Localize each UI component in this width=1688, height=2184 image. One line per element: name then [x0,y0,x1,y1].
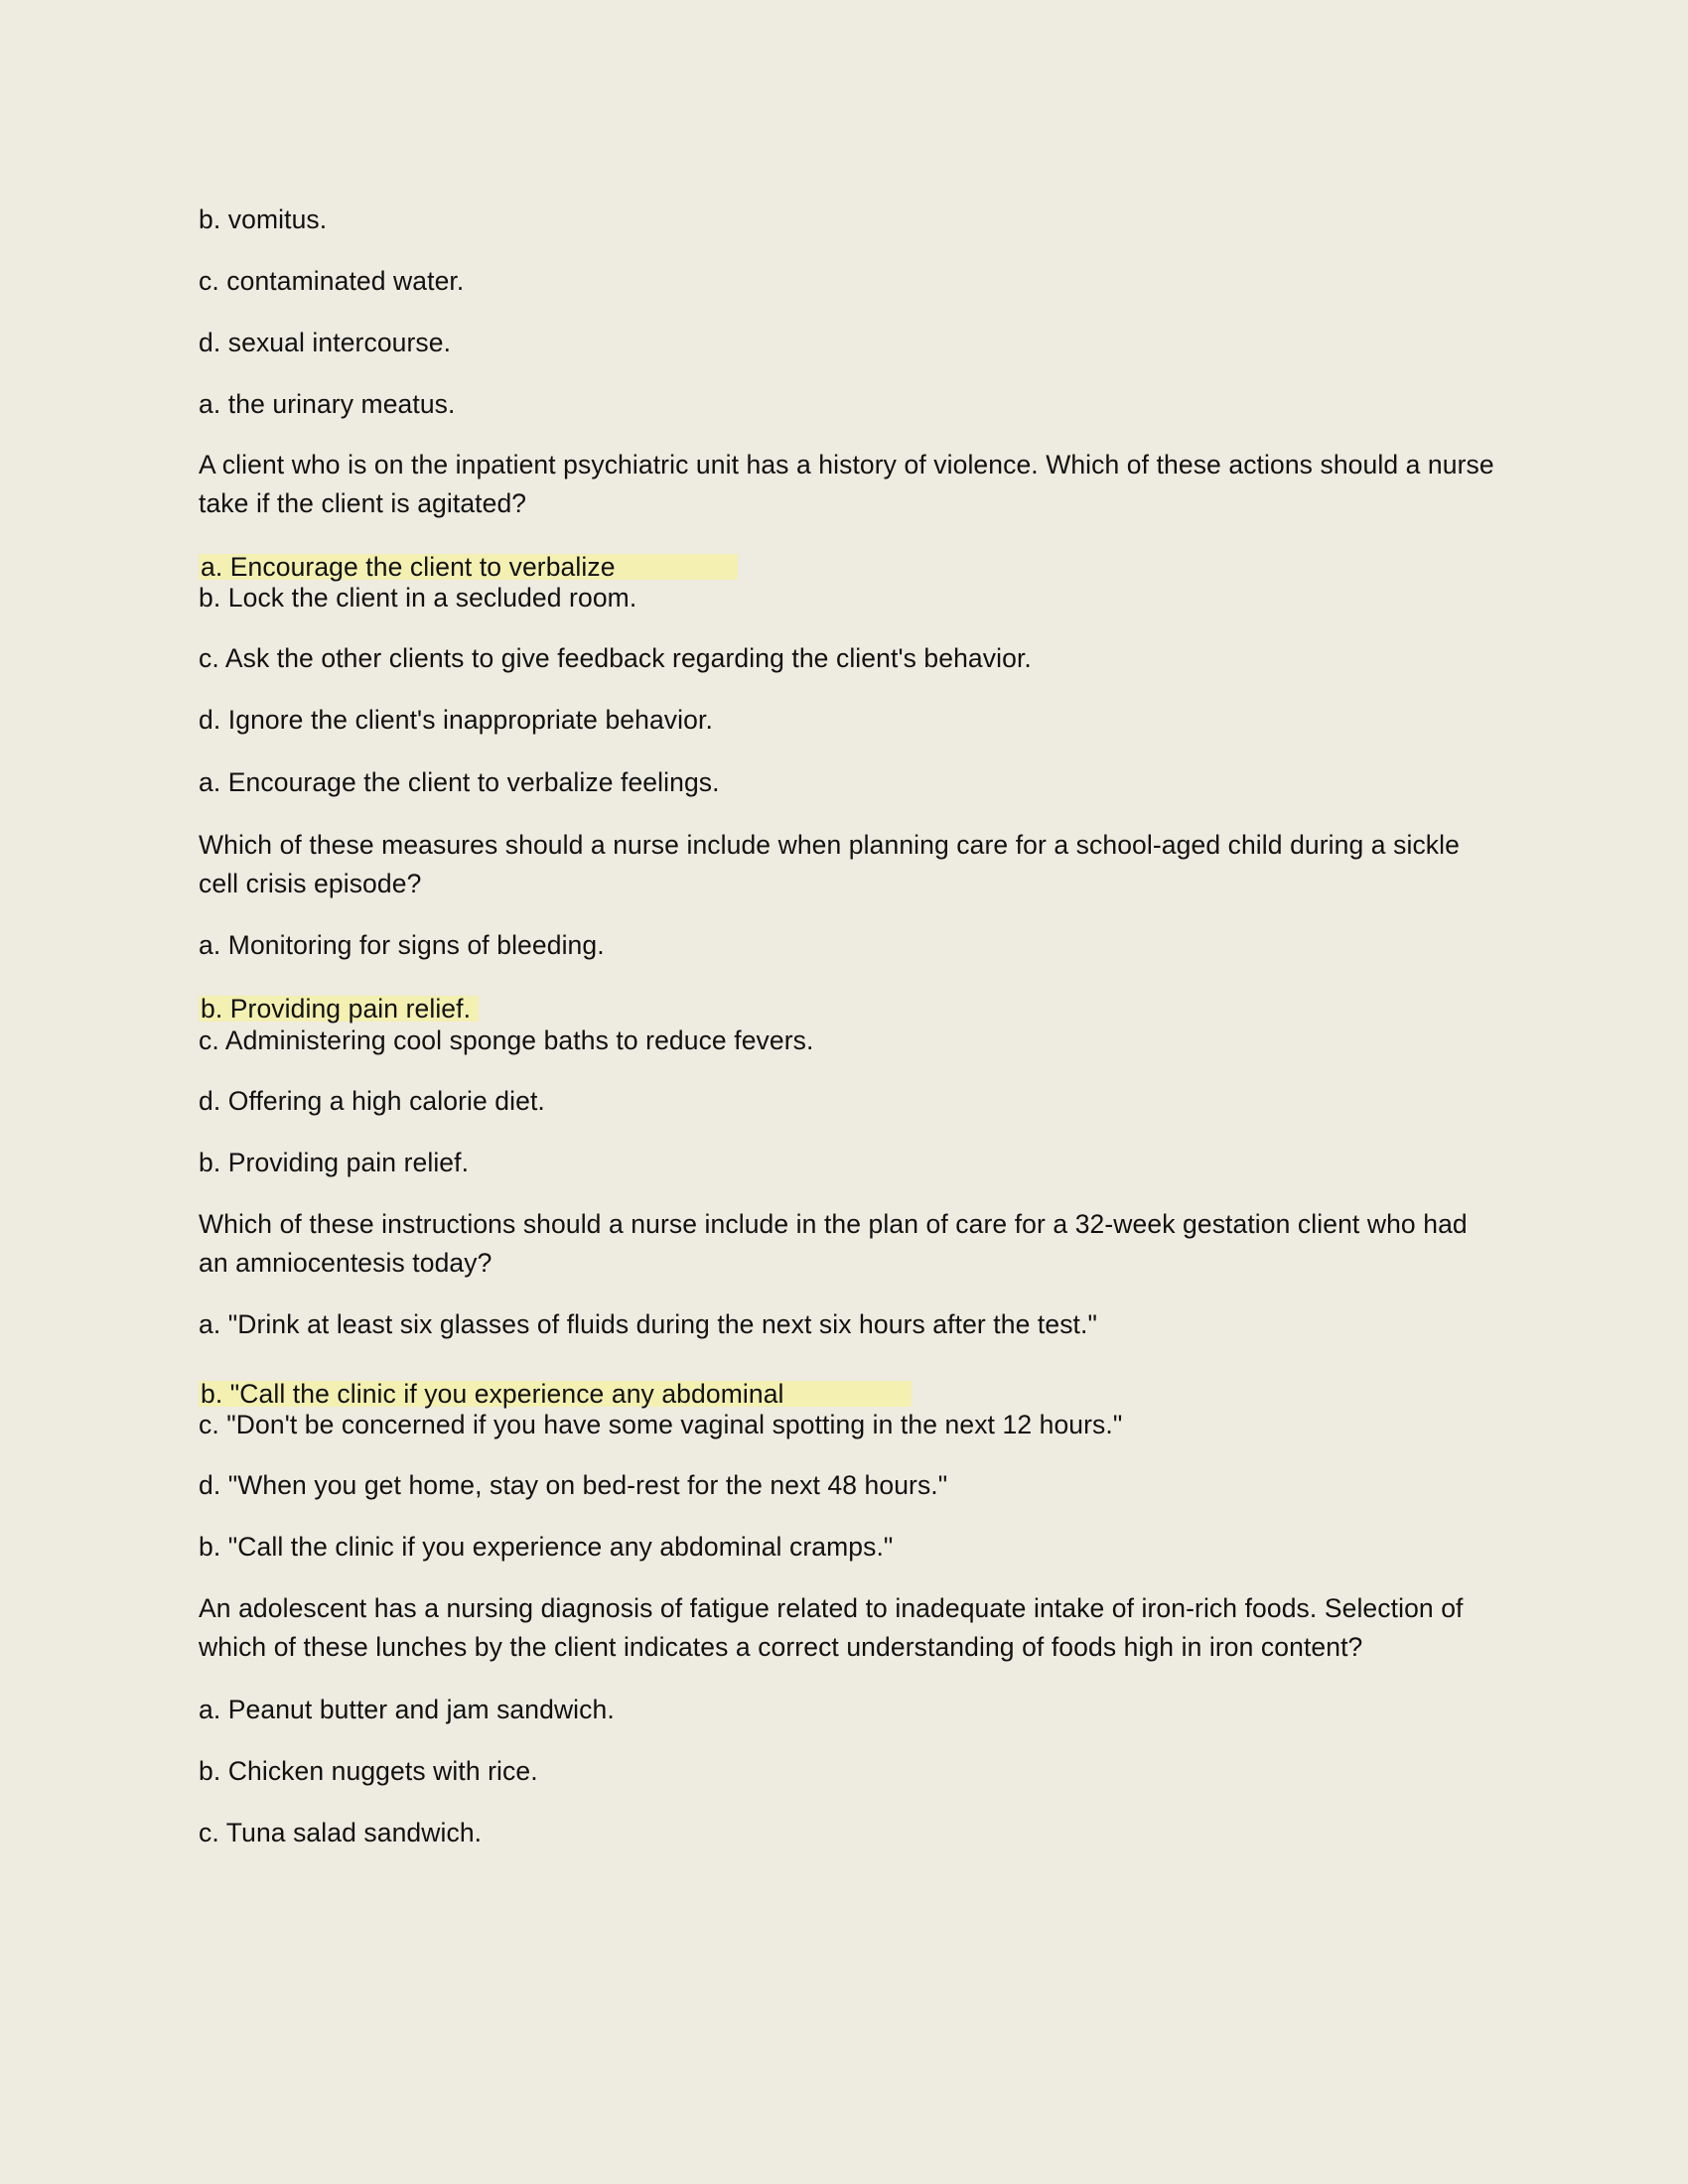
question-paragraph: Which of these instructions should a nurse include in the plan of care for a 32-week gestation client who had an amniocentesis today? [199,1209,1468,1278]
option-line: d. Offering a high calorie diet. [199,1086,545,1116]
question-paragraph: Which of these measures should a nurse include when planning care for a school-aged child during a sickle cell crisis episode? [199,830,1460,898]
option-line: a. Monitoring for signs of bleeding. [199,930,605,960]
answer-line: a. the urinary meatus. [199,389,456,419]
highlight-mark: b. Providing pain relief. [199,996,479,1022]
option-line: d. Ignore the client's inappropriate behavior. [199,705,713,735]
option-line: a. "Drink at least six glasses of fluids during the next six hours after the test." [199,1309,1097,1339]
answer-line: a. Encourage the client to verbalize feelings. [199,767,720,797]
option-line: d. "When you get home, stay on bed-rest for the next 48 hours." [199,1470,948,1500]
option-line: c. Ask the other clients to give feedback regarding the client's behavior. [199,643,1032,673]
option-line: b. Chicken nuggets with rice. [199,1756,538,1786]
option-line: d. sexual intercourse. [199,328,452,357]
answer-line: b. "Call the clinic if you experience any abdominal cramps." [199,1532,894,1562]
option-line: a. Peanut butter and jam sandwich. [199,1695,615,1724]
highlight-mark: b. "Call the clinic if you experience any abdominal [199,1381,912,1407]
option-line: c. "Don't be concerned if you have some vaginal spotting in the next 12 hours." [199,1410,1123,1439]
option-line: b. Lock the client in a secluded room. [199,583,637,613]
highlight-mark: a. Encourage the client to verbalize [199,554,738,580]
question-paragraph: A client who is on the inpatient psychiatric unit has a history of violence. Which of these actions should a nurse take if the client is agitated? [199,450,1494,518]
option-line: c. contaminated water. [199,266,465,296]
option-line: b. vomitus. [199,205,328,234]
answer-line: b. Providing pain relief. [199,1148,470,1177]
option-line: c. Tuna salad sandwich. [199,1818,483,1847]
option-line: c. Administering cool sponge baths to reduce fevers. [199,1025,814,1055]
question-paragraph: An adolescent has a nursing diagnosis of fatigue related to inadequate intake of iron-rich foods. Selection of which of these lunches by the client indicates a correct understanding of foods high in iron content? [199,1593,1464,1662]
